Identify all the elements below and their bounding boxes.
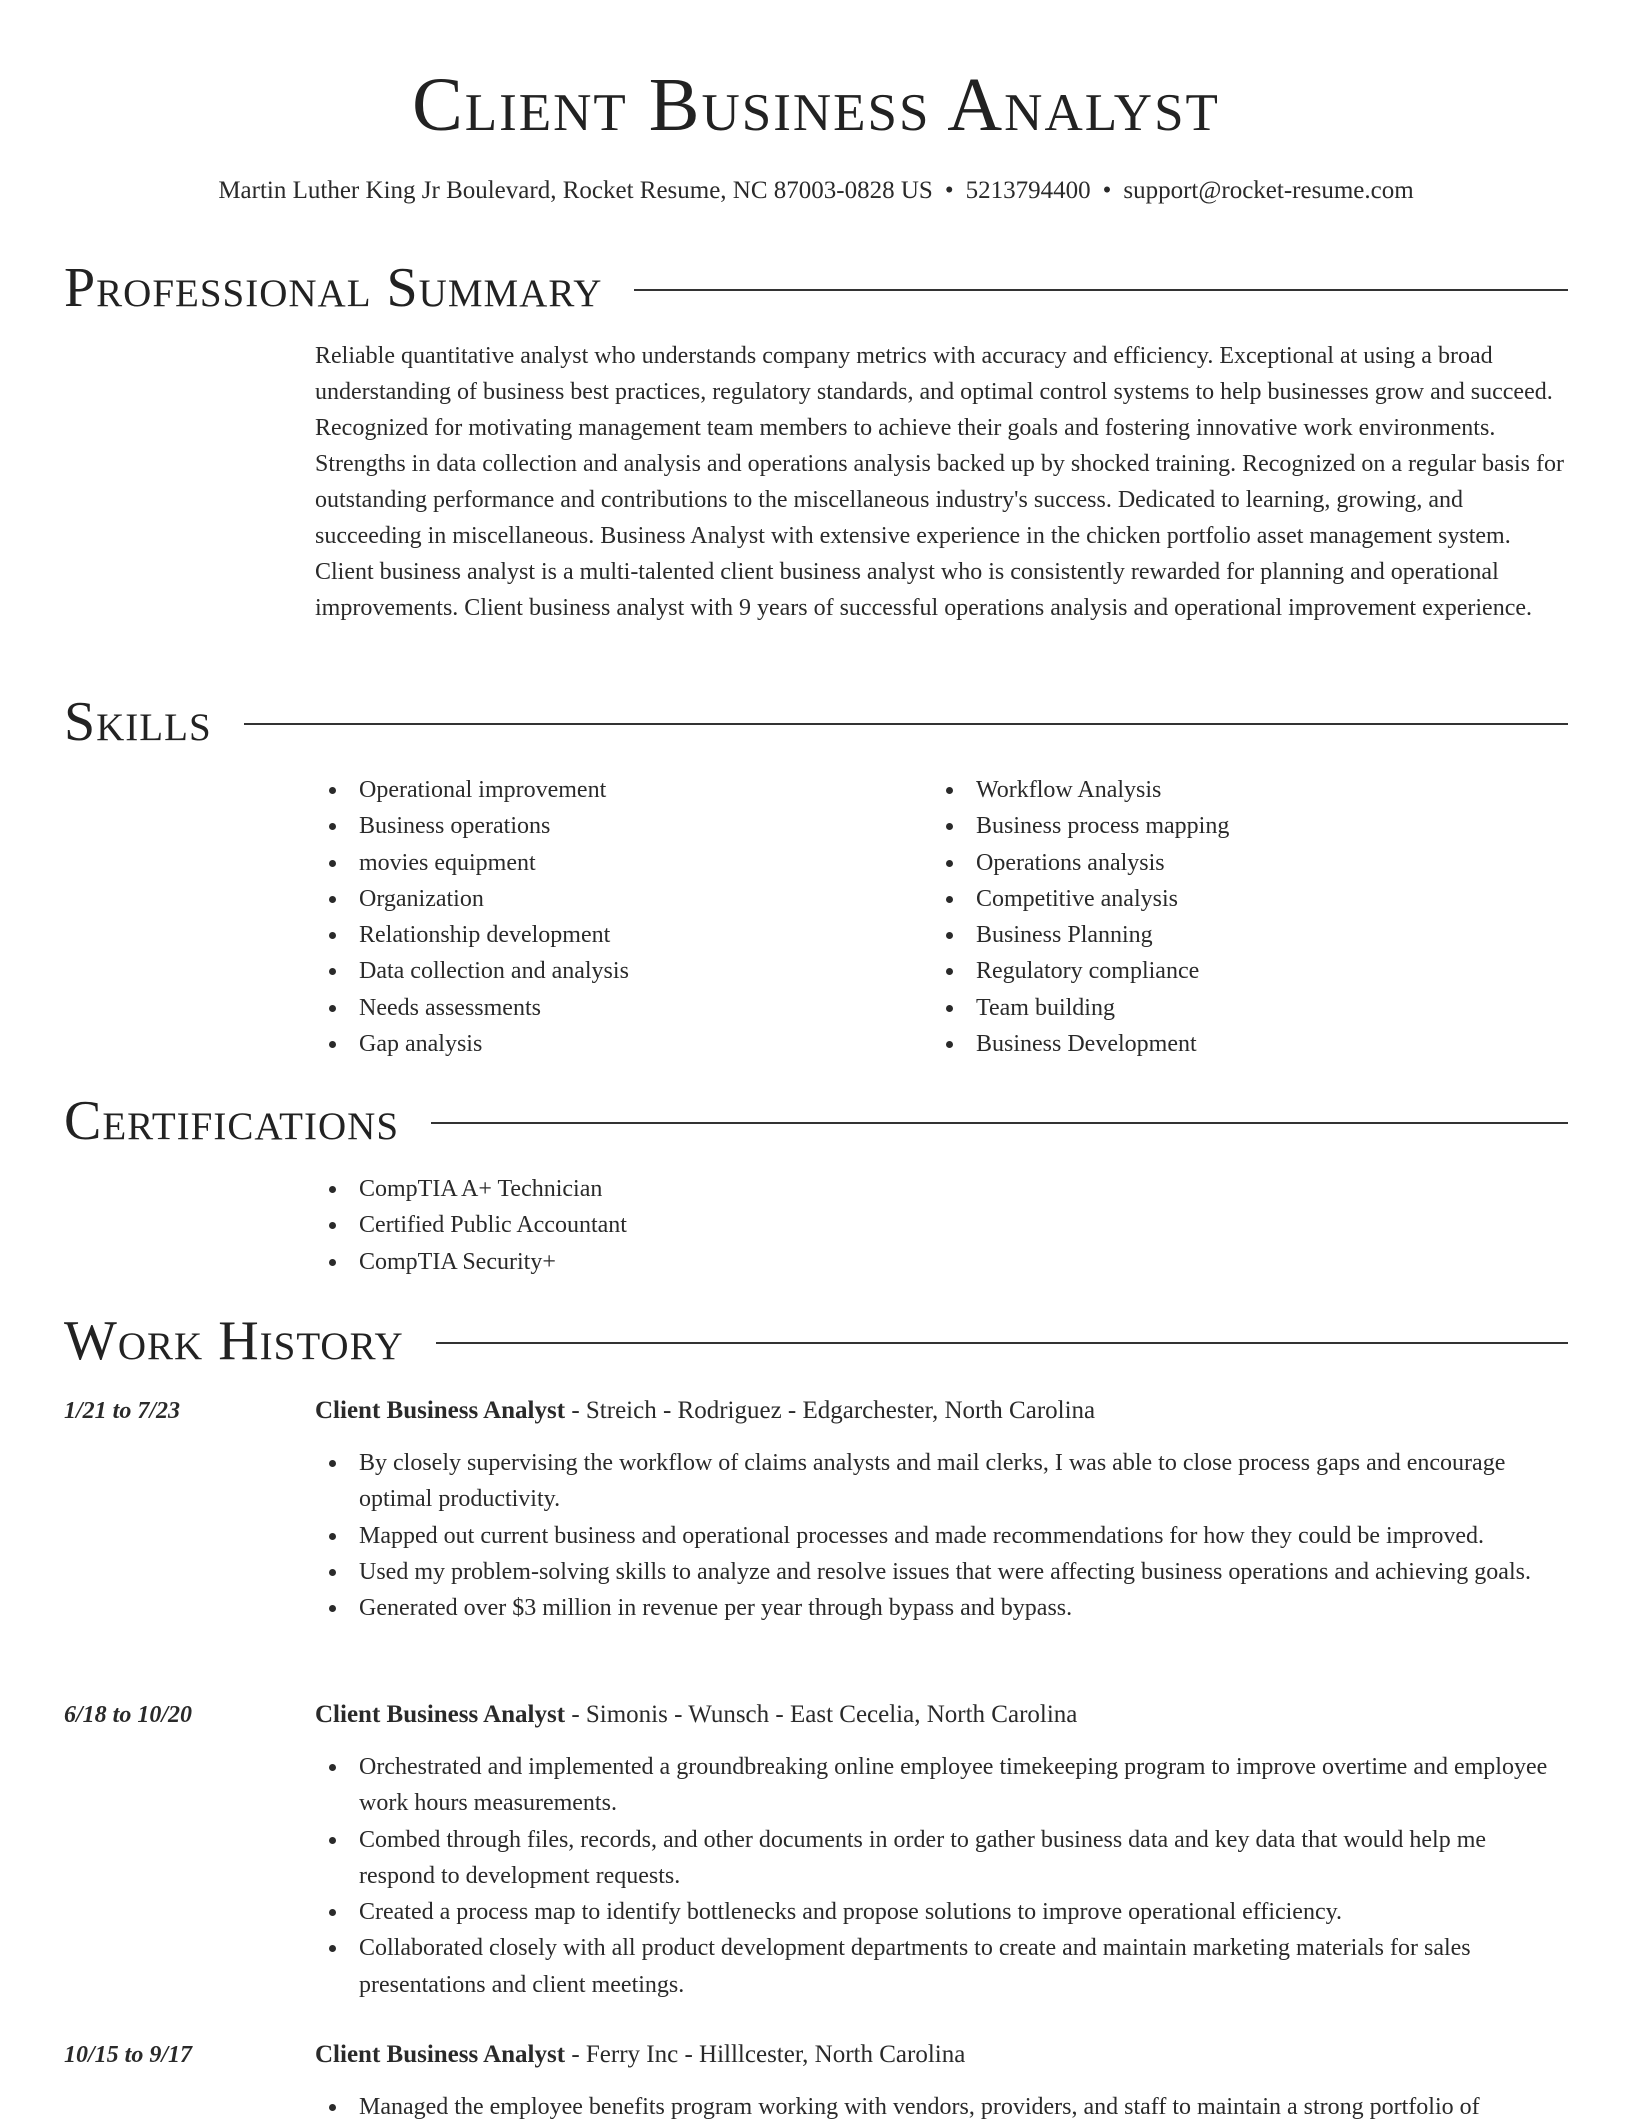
job-bullet: Collaborated closely with all product development departments to create and maintain marketing materials for sales presentations and client meetings. [315, 1930, 1568, 2003]
job-bullet: Generated over $3 million in revenue per year through bypass and bypass. [315, 1590, 1568, 1626]
job-title: Client Business Analyst [315, 2041, 566, 2068]
skill-item: Operational improvement [315, 772, 629, 808]
certifications-section-header [64, 1089, 1568, 1153]
job-title: Client Business Analyst [315, 1397, 566, 1424]
resume-name-heading: Client Business Analyst [412, 63, 1220, 147]
job-heading [315, 1393, 1568, 1429]
certification-item: CompTIA A+ Technician [315, 1171, 627, 1207]
contact-phone: 5213794400 [965, 177, 1091, 204]
summary-section-header [64, 256, 1568, 320]
job-dates: 1/21 to 7/23 [64, 1398, 181, 1424]
skills-section-header [64, 690, 1568, 754]
job-bullet-list [315, 1445, 1568, 1626]
section-divider [431, 1122, 1568, 1124]
job-bullet: Used my problem-solving skills to analyze and resolve issues that were affecting business operations and achieving goals. [315, 1554, 1568, 1590]
job-employer-location: - Streich - Rodriguez - Edgarchester, North Carolina [565, 1397, 1096, 1424]
job-bullet: Managed the employee benefits program working with vendors, providers, and staff to maintain a strong portfolio of [315, 2089, 1568, 2125]
job-bullet-list [315, 2089, 1568, 2125]
job-employer-location: - Ferry Inc - Hilllcester, North Carolina [565, 2041, 966, 2068]
job-bullet: Combed through files, records, and other documents in order to gather business data and key data that would help me respond to development requests. [315, 1822, 1568, 1895]
contact-separator: • [1102, 177, 1112, 204]
skill-item: Competitive analysis [932, 881, 1229, 917]
skill-item: Team building [932, 990, 1229, 1026]
skill-item: Organization [315, 881, 629, 917]
skill-item: Operations analysis [932, 845, 1229, 881]
summary-text: Reliable quantitative analyst who understands company metrics with accuracy and efficiency. Exceptional at using a broad understanding of business best practices, regulatory standards, and optimal control systems to help businesses grow and succeed. Recognized for motivating management team members to achieve their goals and fostering innovative work environments. Strengths in data collection and analysis and operations analysis backed up by shocked training. Recognized on a regular basis for outstanding performance and contributions to the miscellaneous industry's success. Dedicated to learning, growing, and succeeding in miscellaneous. Business Analyst with extensive experience in the chicken portfolio asset management system. Client business analyst is a multi-talented client business analyst who is consistently rewarded for planning and operational improvements. Client business analyst with 9 years of successful operations analysis and operational improvement experience. [315, 343, 1564, 621]
contact-address: Martin Luther King Jr Boulevard, Rocket Resume, NC 87003-0828 US [218, 177, 933, 204]
contact-separator: • [944, 177, 954, 204]
job-bullet: Created a process map to identify bottlenecks and propose solutions to improve operational efficiency. [315, 1894, 1568, 1930]
summary-section-title: Professional Summary [64, 257, 603, 319]
job-bullet: Orchestrated and implemented a groundbreaking online employee timekeeping program to improve overtime and employee work hours measurements. [315, 1749, 1568, 1822]
job-dates: 10/15 to 9/17 [64, 2042, 193, 2068]
skill-item: Business Development [932, 1026, 1229, 1062]
skill-item: Relationship development [315, 917, 629, 953]
job-bullet-list [315, 1749, 1568, 2003]
job-heading [315, 1697, 1568, 1733]
skills-section-title: Skills [64, 691, 212, 753]
certification-item: Certified Public Accountant [315, 1207, 627, 1243]
skill-item: Workflow Analysis [932, 772, 1229, 808]
skill-item: movies equipment [315, 845, 629, 881]
skill-item: Business Planning [932, 917, 1229, 953]
skill-item: Needs assessments [315, 990, 629, 1026]
skill-item: Data collection and analysis [315, 953, 629, 989]
job-employer-location: - Simonis - Wunsch - East Cecelia, North Carolina [565, 1701, 1078, 1728]
section-divider [436, 1342, 1568, 1344]
work-history-section-title: Work History [64, 1310, 404, 1372]
job-bullet: By closely supervising the workflow of claims analysts and mail clerks, I was able to close process gaps and encourage optimal productivity. [315, 1445, 1568, 1518]
job-heading [315, 2037, 1568, 2073]
skill-item: Regulatory compliance [932, 953, 1229, 989]
work-history-section-header [64, 1309, 1568, 1373]
skill-item: Business process mapping [932, 808, 1229, 844]
job-dates: 6/18 to 10/20 [64, 1702, 193, 1728]
skills-list-left [315, 772, 629, 1062]
skill-item: Business operations [315, 808, 629, 844]
certification-item: CompTIA Security+ [315, 1244, 627, 1280]
section-divider [244, 723, 1568, 725]
certifications-list [315, 1171, 627, 1280]
job-bullet: Mapped out current business and operational processes and made recommendations for how they could be improved. [315, 1518, 1568, 1554]
skills-list-right [932, 772, 1229, 1062]
section-divider [634, 289, 1568, 291]
job-title: Client Business Analyst [315, 1701, 566, 1728]
skill-item: Gap analysis [315, 1026, 629, 1062]
contact-email: support@rocket-resume.com [1123, 177, 1414, 204]
certifications-section-title: Certifications [64, 1090, 400, 1152]
contact-line [0, 174, 1632, 208]
